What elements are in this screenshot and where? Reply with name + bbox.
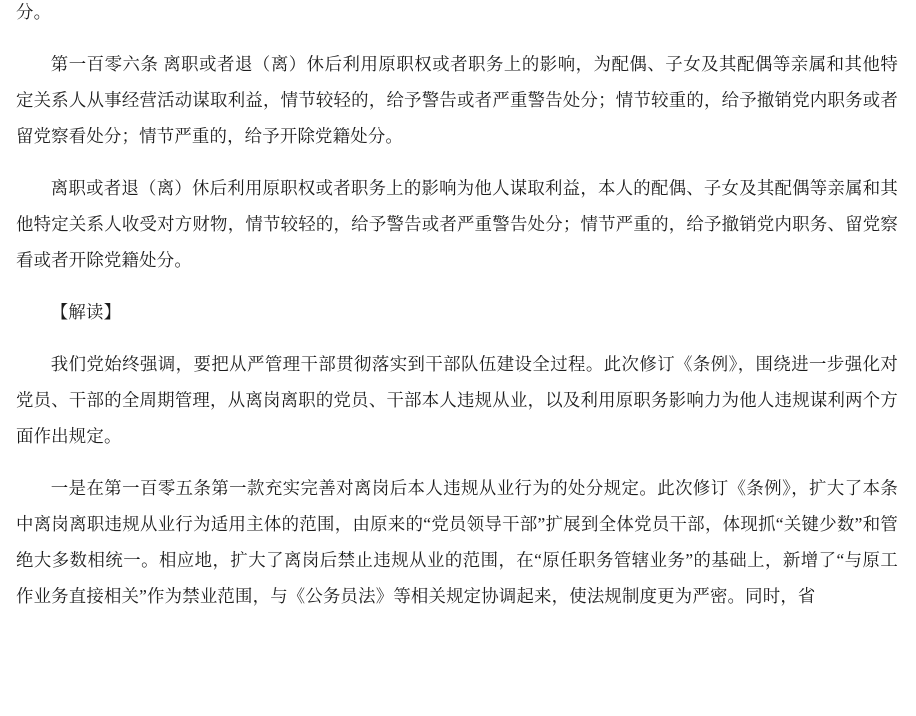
paragraph-spacer (16, 278, 898, 294)
interpretation-heading: 【解读】 (50, 302, 122, 322)
paragraph-spacer (16, 454, 898, 470)
paragraph-spacer (16, 30, 898, 46)
paragraph-continuation: 分。 (16, 2, 52, 22)
paragraph-article-106-clause2: 离职或者退（离）休后利用原职权或者职务上的影响为他人谋取利益，本人的配偶、子女及其配偶等亲属和其他特定关系人收受对方财物，情节较轻的，给予警告或者严重警告处分；情节严重的，给予撤销党内职务、留党察看或者开除党籍处分。 (16, 178, 898, 270)
paragraph-article-106: 第一百零六条 离职或者退（离）休后利用原职权或者职务上的影响，为配偶、子女及其配偶等亲属和其他特定关系人从事经营活动谋取利益，情节较轻的，给予警告或者严重警告处分；情节较重的，给予撤销党内职务或者留党察看处分；情节严重的，给予开除党籍处分。 (16, 54, 898, 146)
paragraph-interpretation-1: 我们党始终强调，要把从严管理干部贯彻落实到干部队伍建设全过程。此次修订《条例》，围绕进一步强化对党员、干部的全周期管理，从离岗离职的党员、干部本人违规从业，以及利用原职务影响力为他人违规谋利两个方面作出规定。 (16, 354, 898, 446)
paragraph-spacer (16, 154, 898, 170)
paragraph-spacer (16, 330, 898, 346)
paragraph-interpretation-2: 一是在第一百零五条第一款充实完善对离岗后本人违规从业行为的处分规定。此次修订《条例》，扩大了本条中离岗离职违规从业行为适用主体的范围，由原来的“党员领导干部”扩展到全体党员干部，体现抓“关键少数”和管绝大多数相统一。相应地，扩大了离岗后禁止违规从业的范围，在“原任职务管辖业务”的基础上，新增了“与原工作业务直接相关”作为禁业范围，与《公务员法》等相关规定协调起来，使法规制度更为严密。同时，省 (16, 478, 898, 606)
